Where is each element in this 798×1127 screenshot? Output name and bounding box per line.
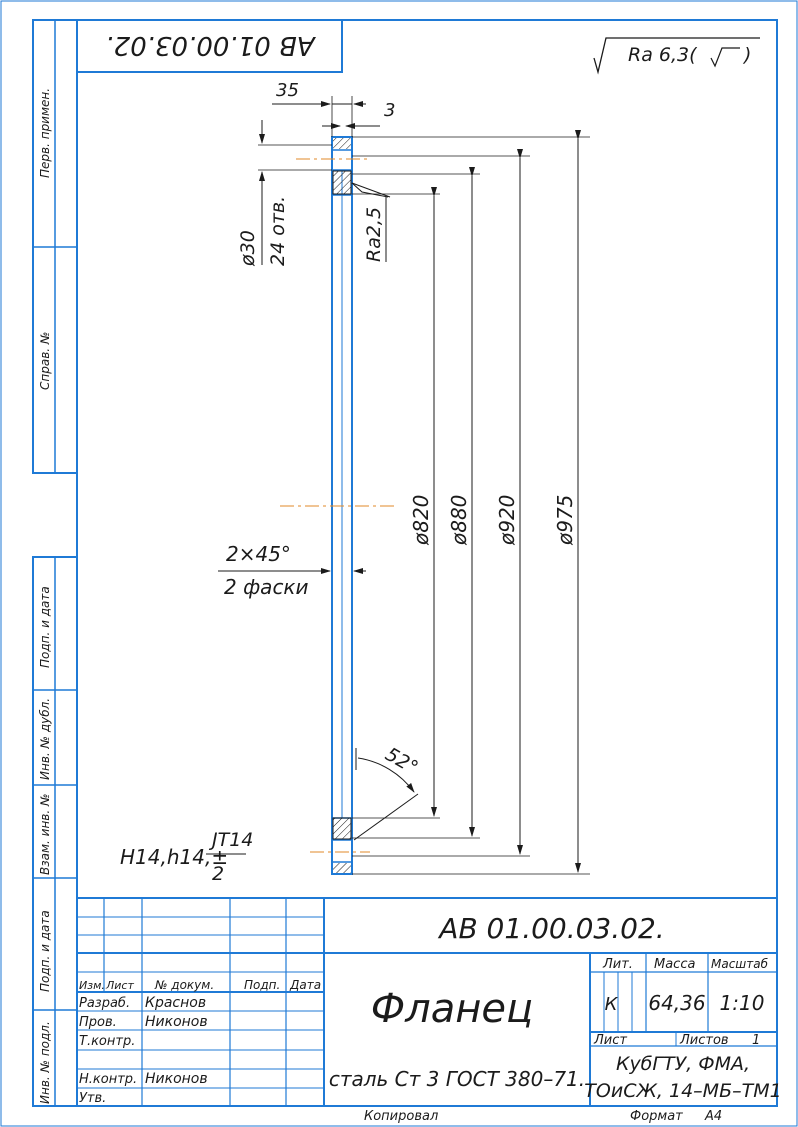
tb-list-label: Лист <box>594 1033 627 1048</box>
dim-hole-dia: ø30 <box>237 230 259 266</box>
side-label-perv-primen: Перв. примен. <box>38 87 52 178</box>
tb-masshtab-label: Масштаб <box>711 957 769 971</box>
dim-hole-count: 24 отв. <box>267 195 289 266</box>
tb-nkontr-name: Никонов <box>145 1071 208 1087</box>
section-hatch-bottom-small <box>333 863 351 873</box>
tb-col-podp: Подп. <box>244 978 281 992</box>
tb-row-prov: Пров. <box>79 1015 117 1030</box>
section-hatch-top <box>333 171 351 194</box>
dim-chamfer-note: 2 фаски <box>224 575 309 599</box>
general-roughness-close: ) <box>744 44 752 66</box>
tb-org-line2: ТОиСЖ, 14–МБ–ТМ1 <box>584 1080 782 1102</box>
side-label-podp-data-1: Подп. и дата <box>38 586 52 668</box>
side-label-vzam-inv: Взам. инв. № <box>38 793 52 875</box>
dimension-texts <box>224 80 577 779</box>
tb-massa-value: 64,36 <box>648 991 706 1015</box>
extension-lines <box>258 96 590 874</box>
side-label-inv-dubl: Инв. № дубл. <box>38 697 52 780</box>
tb-row-razrab: Разраб. <box>79 996 131 1011</box>
tb-prov-name: Никонов <box>145 1014 208 1030</box>
footer-kopiroval: Копировал <box>364 1109 439 1124</box>
dim-d2: ø880 <box>447 494 471 545</box>
dim-chamfer: 2×45° <box>226 542 291 566</box>
tb-org-line1: КубГТУ, ФМА, <box>615 1053 751 1075</box>
tb-col-data: Дата <box>290 978 322 992</box>
tb-listov-value: 1 <box>752 1033 761 1048</box>
tolerance-denominator: 2 <box>212 863 225 885</box>
dim-d3: ø920 <box>495 494 519 545</box>
tb-row-tkontr: Т.контр. <box>79 1034 136 1049</box>
tb-lit-label: Лит. <box>603 957 633 972</box>
stamp-code: АВ 01.00.03.02. <box>105 30 315 60</box>
title-block-texts <box>79 912 782 1106</box>
tb-masshtab-value: 1:10 <box>719 991 765 1015</box>
tb-razrab-name: Краснов <box>145 995 207 1011</box>
tb-part-name: Фланец <box>370 986 534 1032</box>
sheet-footer <box>364 1109 722 1124</box>
dim-d1: ø820 <box>409 494 433 545</box>
roughness-local: Ra2,5 <box>363 206 385 262</box>
tolerance-prefix: H14,h14,± <box>120 845 229 869</box>
tolerance-numerator: JT14 <box>212 829 254 851</box>
tb-row-utv: Утв. <box>79 1091 107 1106</box>
section-hatch-bottom <box>333 818 351 839</box>
tb-col-izm: Изм. <box>79 979 105 992</box>
tb-doc-code: АВ 01.00.03.02. <box>439 912 665 945</box>
tb-material: сталь Ст 3 ГОСТ 380–71. <box>328 1067 586 1091</box>
dim-thickness: 35 <box>276 80 299 101</box>
general-roughness <box>594 38 760 72</box>
dim-step: 3 <box>384 100 396 121</box>
tb-col-doc: № докум. <box>155 978 215 992</box>
tb-row-nkontr: Н.контр. <box>79 1072 138 1087</box>
tb-lit-value: К <box>604 994 618 1015</box>
tb-col-list: Лист <box>106 979 134 992</box>
side-label-podp-data-2: Подп. и дата <box>38 910 52 992</box>
footer-format-value: А4 <box>705 1109 723 1124</box>
tb-listov-label: Листов <box>680 1033 729 1048</box>
dim-d4: ø975 <box>553 494 577 545</box>
dim-angle: 52° <box>381 743 422 780</box>
section-hatch-top-small <box>333 138 351 149</box>
tolerance-note <box>120 829 253 885</box>
side-label-sprav-no: Справ. № <box>38 331 52 390</box>
left-side-labels <box>38 88 52 1104</box>
footer-format-label: Формат <box>630 1109 683 1124</box>
general-roughness-text: Ra 6,3( <box>628 44 697 66</box>
side-label-inv-podl: Инв. № подл. <box>38 1021 52 1104</box>
tb-massa-label: Масса <box>654 957 696 972</box>
